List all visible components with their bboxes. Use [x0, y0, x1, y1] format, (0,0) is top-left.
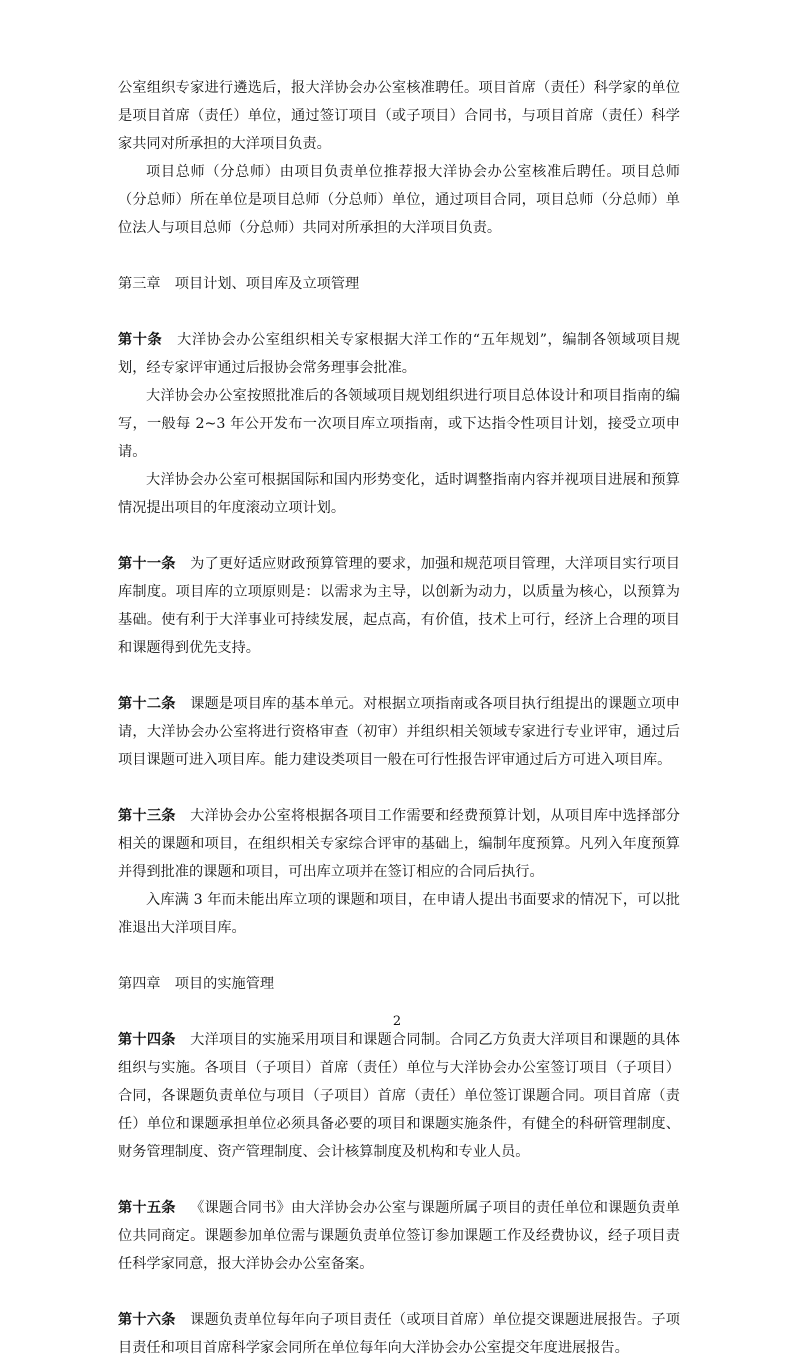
- article-label: 第十三条: [118, 808, 176, 824]
- article-label: 第十四条: [118, 1032, 176, 1048]
- article-text: 大洋协会办公室组织相关专家根据大洋工作的“五年规划”，编制各领域项目规划，经专家评审通过后报协会常务理事会批准。: [118, 332, 680, 376]
- article-text: 《课题合同书》由大洋协会办公室与课题所属子项目的责任单位和课题负责单位共同商定。课题参加单位需与课题负责单位签订参加课题工作及经费协议，经子项目责任科学家同意，报大洋协会办公室备案。: [118, 1200, 680, 1272]
- article-13: [118, 802, 680, 886]
- document-body: [118, 74, 680, 1362]
- chapter-heading: 第三章 项目计划、项目库及立项管理: [118, 276, 360, 292]
- paragraph: 大洋协会办公室按照批准后的各领域项目规划组织进行项目总体设计和项目指南的编写，一般每 2~3 年公开发布一次项目库立项指南，或下达指令性项目计划，接受立项申请。: [118, 388, 680, 460]
- article-14: [118, 1026, 680, 1166]
- page-number: 2: [392, 1014, 402, 1029]
- paragraph: 大洋协会办公室可根据国际和国内形势变化，适时调整指南内容并视项目进展和预算情况提出项目的年度滚动立项计划。: [118, 472, 680, 516]
- article-10: [118, 326, 680, 382]
- article-text: 课题负责单位每年向子项目责任（或项目首席）单位提交课题进展报告。子项目责任和项目首席科学家会同所在单位每年向大洋协会办公室提交年度进展报告。: [118, 1312, 680, 1356]
- chapter-heading: 第四章 项目的实施管理: [118, 976, 275, 992]
- article-text: 大洋项目的实施采用项目和课题合同制。合同乙方负责大洋项目和课题的具体组织与实施。各项目（子项目）首席（责任）单位与大洋协会办公室签订项目（子项目）合同，各课题负责单位与项目（子项目）首席（责任）单位签订课题合同。项目首席（责任）单位和课题承担单位必须具备必要的项目和课题实施条件，有健全的科研管理制度、财务管理制度、资产管理制度、会计核算制度及机构和专业人员。: [118, 1032, 680, 1160]
- article-label: 第十六条: [118, 1312, 176, 1328]
- article-15: [118, 1194, 680, 1278]
- article-11: [118, 550, 680, 662]
- article-text: 大洋协会办公室将根据各项目工作需要和经费预算计划，从项目库中选择部分相关的课题和项目，在组织相关专家综合评审的基础上，编制年度预算。凡列入年度预算并得到批准的课题和项目，可出库立项并在签订相应的合同后执行。: [118, 808, 680, 880]
- article-12: [118, 690, 680, 774]
- paragraph: 公室组织专家进行遴选后，报大洋协会办公室核准聘任。项目首席（责任）科学家的单位是项目首席（责任）单位，通过签订项目（或子项目）合同书，与项目首席（责任）科学家共同对所承担的大洋项目负责。: [118, 80, 680, 152]
- article-label: 第十二条: [118, 696, 176, 712]
- article-16: [118, 1306, 680, 1362]
- article-label: 第十五条: [118, 1200, 176, 1216]
- article-text: 课题是项目库的基本单元。对根据立项指南或各项目执行组提出的课题立项申请，大洋协会办公室将进行资格审查（初审）并组织相关领域专家进行专业评审，通过后项目课题可进入项目库。能力建设类项目一般在可行性报告评审通过后方可进入项目库。: [118, 696, 680, 768]
- paragraph: 项目总师（分总师）由项目负责单位推荐报大洋协会办公室核准后聘任。项目总师（分总师）所在单位是项目总师（分总师）单位，通过项目合同，项目总师（分总师）单位法人与项目总师（分总师）共同对所承担的大洋项目负责。: [118, 164, 680, 236]
- article-label: 第十一条: [118, 556, 176, 572]
- article-text: 为了更好适应财政预算管理的要求，加强和规范项目管理，大洋项目实行项目库制度。项目库的立项原则是：以需求为主导，以创新为动力，以质量为核心，以预算为基础。使有利于大洋事业可持续发展，起点高，有价值，技术上可行，经济上合理的项目和课题得到优先支持。: [118, 556, 680, 656]
- article-label: 第十条: [118, 332, 163, 348]
- paragraph: 入库满 3 年而未能出库立项的课题和项目，在申请人提出书面要求的情况下，可以批准退出大洋项目库。: [118, 892, 680, 936]
